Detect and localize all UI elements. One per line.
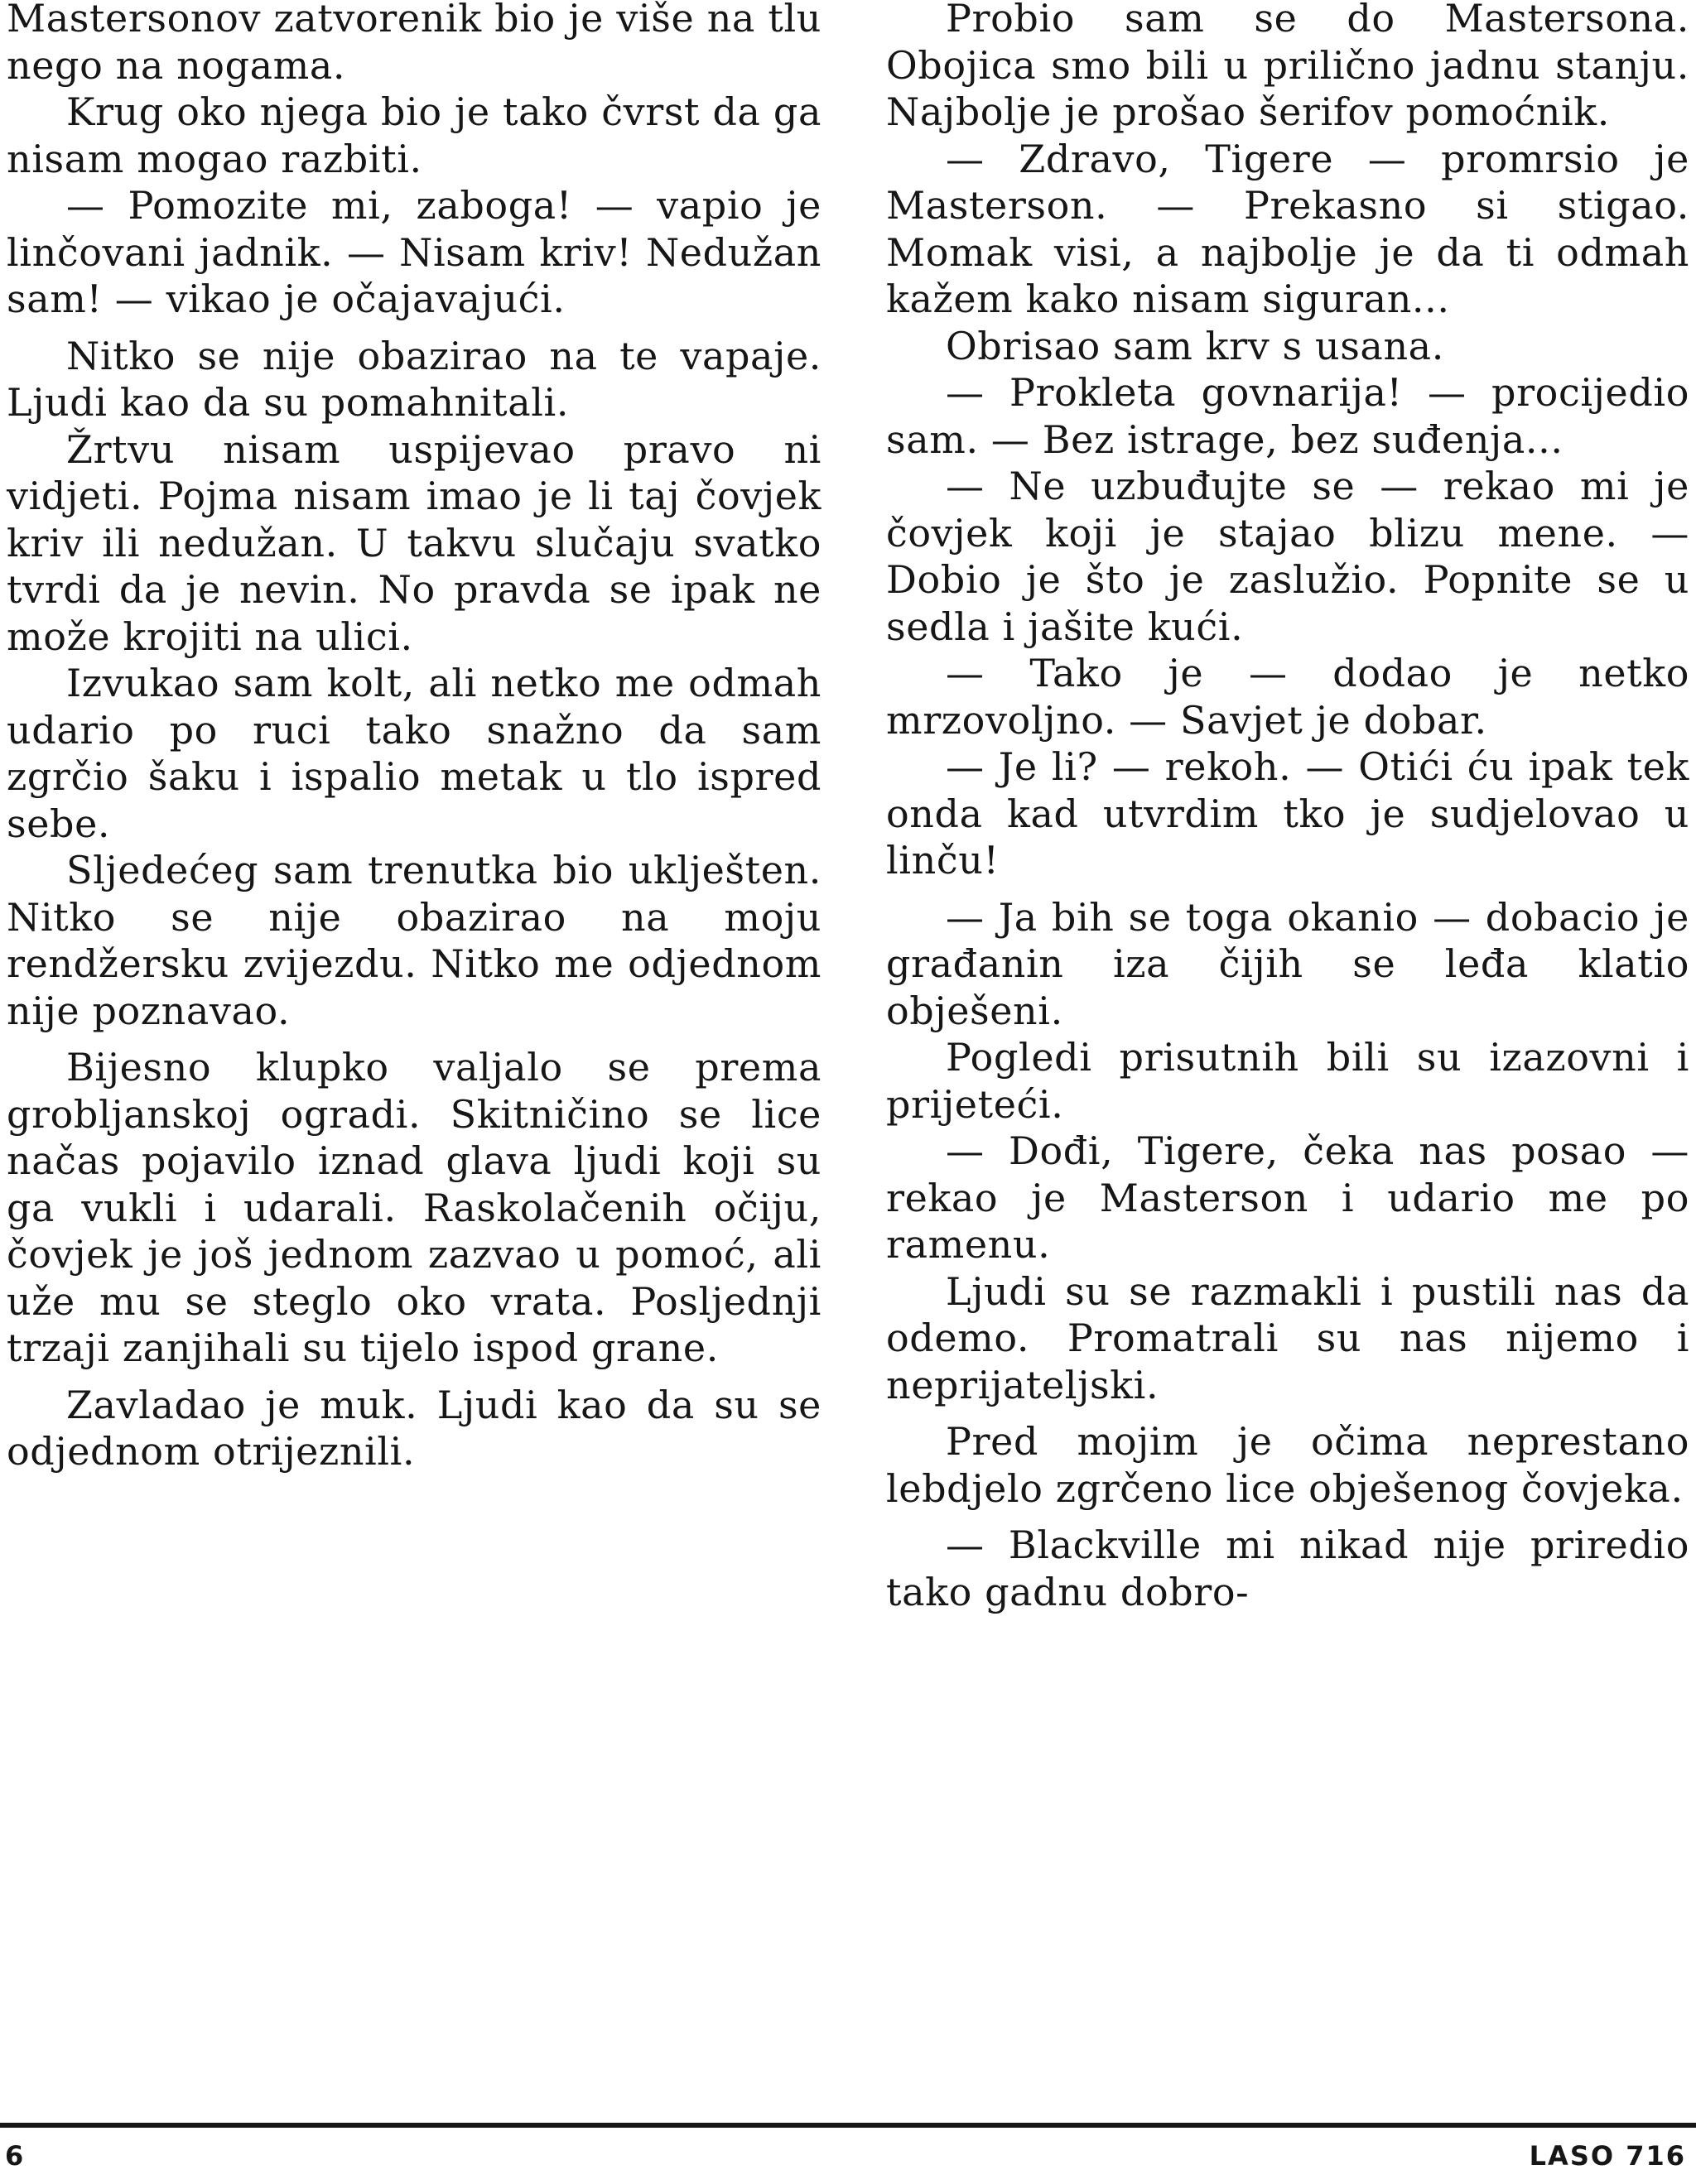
page-number: 6 (5, 2140, 24, 2172)
paragraph: Zavladao je muk. Ljudi kao da su se odjednom otrijeznili. (7, 1382, 822, 1474)
paragraph: — Ja bih se toga okanio — dobacio je građanin iza čijih se leđa klatio obješeni. (886, 894, 1689, 1033)
left-text-column (7, 0, 822, 1475)
paragraph: — Prokleta govnarija! — procijedio sam. — Bez istrage, bez suđenja... (886, 370, 1689, 462)
paragraph: Probio sam se do Mastersona. Obojica smo bili u prilično jadnu stanju. Najbolje je prošao šerifov pomoćnik. (886, 0, 1689, 134)
paragraph: Izvukao sam kolt, ali netko me odmah udario po ruci tako snažno da sam zgrčio šaku i ispalio metak u tlo ispred sebe. (7, 661, 822, 846)
paragraph: Krug oko njega bio je tako čvrst da ga nisam mogao razbiti. (7, 89, 822, 181)
paragraph: Pred mojim je očima neprestano lebdjelo zgrčeno lice obješenog čovjeka. (886, 1419, 1689, 1511)
paragraph: Ljudi su se razmakli i pustili nas da odemo. Promatrali su nas nijemo i neprijateljski. (886, 1268, 1689, 1407)
paragraph: Žrtvu nisam uspijevao pravo ni vidjeti. Pojma nisam imao je li taj čovjek kriv ili nedužan. U takvu slučaju svatko tvrdi da je nevin. No pravda se ipak ne može krojiti na ulici. (7, 426, 822, 659)
paragraph: Sljedećeg sam trenutka bio uklješten. Nitko se nije obazirao na moju rendžersku zvijezdu. Nitko me odjednom nije poznavao. (7, 848, 822, 1033)
paragraph: — Je li? — rekoh. — Otići ću ipak tek onda kad utvrdim tko je sudjelovao u linču! (886, 744, 1689, 883)
paragraph: Mastersonov zatvorenik bio je više na tlu nego na nogama. (7, 0, 822, 88)
paragraph: Pogledi prisutnih bili su izazovni i prijeteći. (886, 1035, 1689, 1127)
paragraph: Nitko se nije obazirao na te vapaje. Ljudi kao da su pomahnitali. (7, 333, 822, 425)
paragraph: Obrisao sam krv s usana. (946, 323, 1444, 368)
paragraph: — Dođi, Tigere, čeka nas posao — rekao je Masterson i udario me po ramenu. (886, 1128, 1689, 1267)
paragraph: Bijesno klupko valjalo se prema grobljanskoj ogradi. Skitničino se lice načas pojavilo iznad glava ljudi koji su ga vukli i udarali. Raskolačenih očiju, čovjek je još jednom zazvao u pomoć, ali uže mu se steglo oko vrata. Posljednji trzaji zanjihali su tijelo ispod grane. (7, 1045, 822, 1370)
paragraph: — Ne uzbuđujte se — rekao mi je čovjek koji je stajao blizu mene. — Dobio je što je zaslužio. Popnite se u sedla i jašite kući. (886, 464, 1689, 649)
paragraph: — Tako je — dodao je netko mrzovoljno. — Savjet je dobar. (886, 651, 1689, 743)
paragraph: — Pomozite mi, zaboga! — vapio je linčovani jadnik. — Nisam kriv! Nedužan sam! — vikao je očajavajući. (7, 183, 822, 321)
footer-rule (0, 2123, 1696, 2128)
publication-label: LASO 716 (1529, 2140, 1686, 2172)
paragraph: — Blackville mi nikad nije priredio tako gadnu dobro- (886, 1523, 1689, 1614)
paragraph: — Zdravo, Tigere — promrsio je Masterson. — Prekasno si stigao. Momak visi, a najbolje je da ti odmah kažem kako nisam siguran... (886, 136, 1689, 321)
right-text-column (886, 0, 1689, 1615)
